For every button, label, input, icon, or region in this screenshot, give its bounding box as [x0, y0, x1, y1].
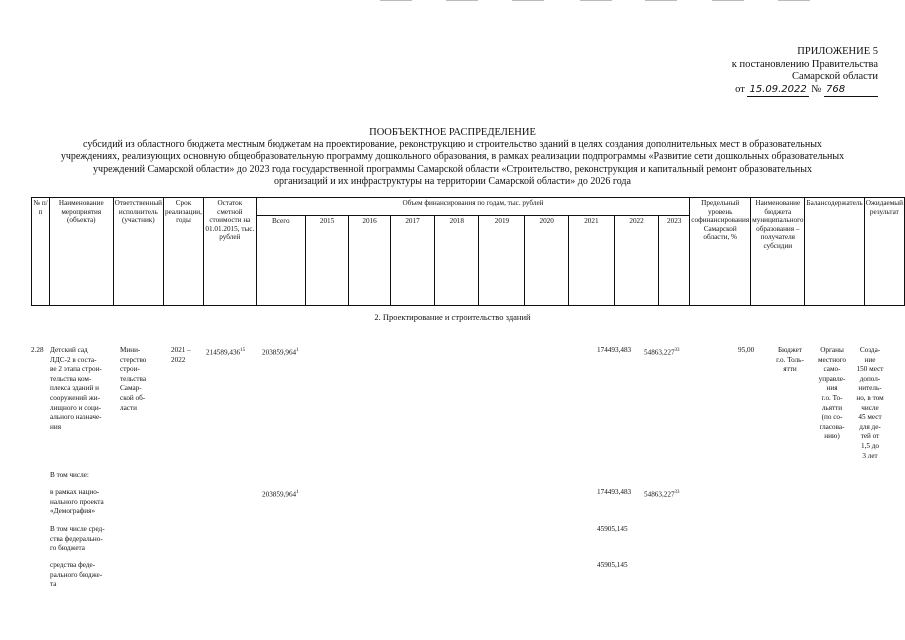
col-num-header: № п/п [32, 198, 50, 306]
row-remaining [206, 346, 245, 358]
row-national-total [262, 488, 299, 500]
subtitle-line: организаций и их инфраструктуры на территории Самарской области» до 2026 года [274, 175, 631, 187]
total-footnote: 1 [296, 348, 299, 353]
scan-artifact [645, 0, 677, 1]
appendix-block [708, 46, 878, 97]
appendix-line1: ПРИЛОЖЕНИЕ 5 [797, 46, 878, 57]
row-y2021: 174493,483 [597, 346, 632, 354]
scan-artifact [712, 0, 744, 1]
col-year-header: 2016 [349, 216, 391, 306]
scan-artifact [446, 0, 478, 1]
scan-artifact [778, 0, 810, 1]
document-subtitle [20, 139, 885, 188]
col-year-header: 2021 [568, 216, 614, 306]
row-result: Созда- ние 150 мест допол- нитель- но, в том числе 45 мест для де- тей от 1,5 до 3 лет [856, 346, 884, 460]
row-period: 2021 – 2022 [171, 346, 191, 364]
col-holder-header: Балансодержатель [805, 198, 864, 306]
col-cofinancing-header: Предельный уровень софинансирования Самарской области, % [690, 198, 751, 306]
national-total-footnote: 1 [296, 490, 299, 495]
col-year-header: 2017 [390, 216, 434, 306]
scan-artifact [380, 0, 412, 1]
national-total-value: 203859,964 [262, 490, 297, 499]
row-y2022 [644, 346, 680, 358]
row-national-y2021: 174493,483 [597, 488, 632, 496]
subtitle-line: учреждениях, реализующих основную общеобразовательную программу дошкольного образования, в рамках реализации подпрограммы «Развитие сети дошкольных образовательных [60, 151, 845, 163]
row-cofinancing: 95,00 [738, 346, 755, 354]
row-federal2-y2021: 45905,145 [597, 561, 628, 569]
col-year-header: 2018 [435, 216, 479, 306]
subtitle-line: субсидий из областного бюджета местным бюджетам на проектирование, реконструкцию и строительство зданий в целях создания дополнительных мест в образовательных [83, 139, 822, 150]
col-remaining-header: Остаток сметной стоимости на 01.01.2015, тыс. рублей [203, 198, 256, 306]
row-national-y2022 [644, 488, 680, 500]
row-num: 2.28 [31, 346, 44, 354]
including-label: В том числе: [50, 471, 89, 479]
number-value: 768 [824, 84, 878, 98]
remaining-value: 214589,436 [206, 348, 241, 357]
col-period-header: Срок реализации, годы [164, 198, 204, 306]
row-total [262, 346, 299, 358]
section-title: 2. Проектирование и строительство зданий [374, 312, 531, 322]
row-federal2-name: средства феде- рального бюдже- та [50, 561, 103, 589]
col-funding-group-header: Объем финансирования по годам, тыс. рублей [256, 198, 690, 216]
row-object-name: Детский сад ЛДС-2 в соста- ве 2 этапа строи- тельства ком- плекса зданий и сооружений жи- лищного и соци- ального назначе- ния [50, 346, 102, 431]
date-prefix: от [735, 83, 745, 95]
col-budget-header: Наименование бюджета муниципального образования – получателя субсидии [751, 198, 805, 306]
national-y2022-value: 54863,227 [644, 490, 675, 499]
date-value: 15.09.2022 [747, 84, 808, 98]
scan-artifact [512, 0, 544, 1]
row-federal-y2021: 45905,145 [597, 525, 628, 533]
row-federal-name: В том числе сред- ства федерально- го бюджета [50, 525, 105, 553]
number-prefix: № [811, 83, 822, 95]
scan-artifact [580, 0, 612, 1]
y2022-value: 54863,227 [644, 348, 675, 357]
subtitle-line: учреждений Самарской области» до 2023 года государственной программы Самарской области «Строительство, реконструкция и капитальный ремонт образовательных [93, 163, 812, 175]
row-budget: Бюджет г.о. Толь- ятти [776, 346, 804, 374]
distribution-table-header [31, 197, 905, 306]
y2022-footnote: 33 [674, 348, 680, 353]
total-value: 203859,964 [262, 348, 297, 357]
col-year-header: 2023 [659, 216, 690, 306]
col-executor-header: Ответственный исполнитель (участник) [113, 198, 163, 306]
col-year-header: 2020 [525, 216, 568, 306]
row-executor: Мини- стерство строи- тельства Самар- ской об- ласти [120, 346, 147, 412]
remaining-footnote: 15 [240, 348, 246, 353]
row-holder: Органы местного само- управле- ния г.о. То- льятти (по со- гласова- нию) [817, 346, 847, 441]
national-y2022-footnote: 33 [674, 490, 680, 495]
col-year-header: Всего [256, 216, 305, 306]
appendix-line3: Самарской области [792, 71, 878, 82]
appendix-line2: к постановлению Правительства [731, 58, 878, 70]
document-title: ПООБЪЕКТНОЕ РАСПРЕДЕЛЕНИЕ [369, 127, 536, 138]
row-national-name: в рамках нацио- нального проекта «Демография» [50, 488, 104, 516]
col-year-header: 2015 [305, 216, 348, 306]
col-year-header: 2022 [614, 216, 658, 306]
col-result-header: Ожидаемый результат [864, 198, 904, 306]
appendix-date-line [708, 84, 878, 98]
col-year-header: 2019 [479, 216, 525, 306]
col-name-header: Наименование мероприятия (объекта) [49, 198, 113, 306]
